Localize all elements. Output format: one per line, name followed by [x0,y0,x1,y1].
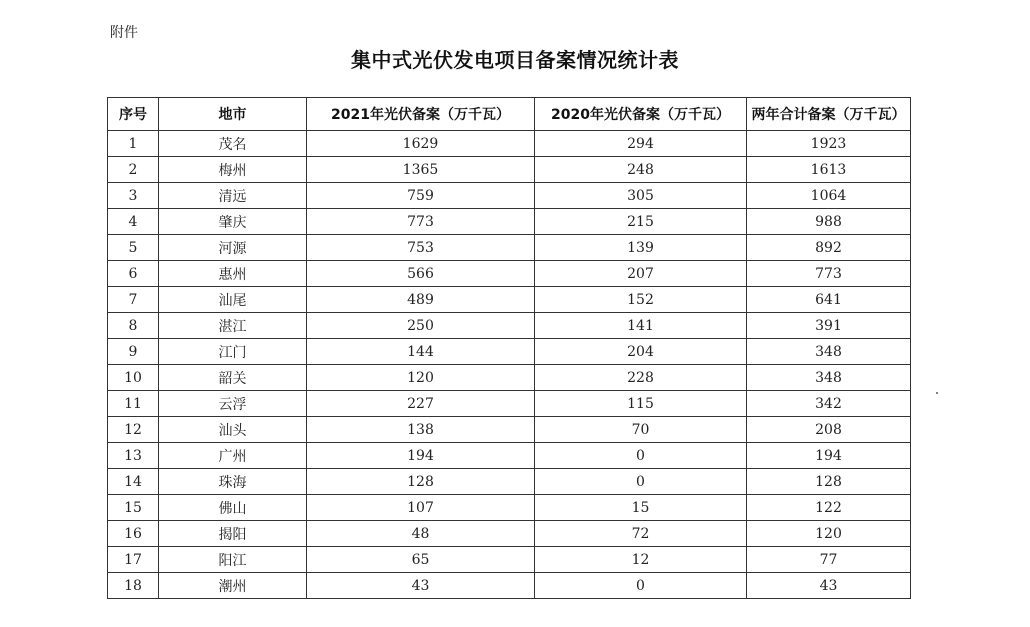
cell-total: 348 [747,339,911,365]
table-row [108,287,911,313]
cell-city: 江门 [159,339,307,365]
cell-2021: 138 [307,417,535,443]
table-row [108,573,911,599]
cell-city: 珠海 [159,469,307,495]
cell-2021: 1629 [307,131,535,157]
cell-total: 342 [747,391,911,417]
cell-2021: 1365 [307,157,535,183]
cell-2020: 12 [535,547,747,573]
header-city: 地市 [159,98,307,131]
header-2020: 2020年光伏备案（万千瓦） [535,98,747,131]
table-row [108,391,911,417]
cell-total: 1613 [747,157,911,183]
cell-2020: 70 [535,417,747,443]
cell-2020: 15 [535,495,747,521]
cell-total: 1923 [747,131,911,157]
cell-seq: 16 [108,521,159,547]
cell-2020: 0 [535,443,747,469]
cell-total: 194 [747,443,911,469]
cell-2020: 305 [535,183,747,209]
cell-total: 120 [747,521,911,547]
cell-city: 肇庆 [159,209,307,235]
cell-2021: 48 [307,521,535,547]
cell-2021: 65 [307,547,535,573]
attachment-label: 附件 [110,25,138,41]
cell-city: 汕尾 [159,287,307,313]
cell-city: 茂名 [159,131,307,157]
cell-seq: 3 [108,183,159,209]
cell-2020: 152 [535,287,747,313]
cell-2020: 294 [535,131,747,157]
table-row [108,313,911,339]
cell-seq: 9 [108,339,159,365]
table-body [108,131,911,599]
cell-city: 广州 [159,443,307,469]
cell-city: 梅州 [159,157,307,183]
cell-2021: 128 [307,469,535,495]
table-row [108,365,911,391]
cell-2021: 759 [307,183,535,209]
table-row [108,131,911,157]
cell-city: 韶关 [159,365,307,391]
cell-city: 揭阳 [159,521,307,547]
cell-total: 641 [747,287,911,313]
cell-2021: 194 [307,443,535,469]
table-row [108,157,911,183]
cell-2020: 0 [535,573,747,599]
cell-2020: 228 [535,365,747,391]
cell-2020: 141 [535,313,747,339]
cell-seq: 5 [108,235,159,261]
cell-total: 773 [747,261,911,287]
cell-2020: 115 [535,391,747,417]
cell-total: 892 [747,235,911,261]
cell-total: 208 [747,417,911,443]
cell-total: 1064 [747,183,911,209]
cell-seq: 11 [108,391,159,417]
statistics-table [107,97,911,599]
table-row [108,521,911,547]
cell-2021: 489 [307,287,535,313]
cell-2021: 144 [307,339,535,365]
cell-2020: 207 [535,261,747,287]
cell-2021: 120 [307,365,535,391]
cell-2021: 227 [307,391,535,417]
cell-2020: 0 [535,469,747,495]
cell-seq: 15 [108,495,159,521]
cell-2020: 248 [535,157,747,183]
cell-city: 惠州 [159,261,307,287]
cell-seq: 14 [108,469,159,495]
cell-seq: 6 [108,261,159,287]
cell-2021: 566 [307,261,535,287]
cell-total: 43 [747,573,911,599]
cell-total: 391 [747,313,911,339]
cell-seq: 13 [108,443,159,469]
cell-total: 988 [747,209,911,235]
cell-2020: 204 [535,339,747,365]
document-title: 集中式光伏发电项目备案情况统计表 [351,48,679,72]
cell-2021: 107 [307,495,535,521]
cell-2020: 72 [535,521,747,547]
cell-seq: 2 [108,157,159,183]
table-row [108,209,911,235]
cell-seq: 12 [108,417,159,443]
cell-seq: 17 [108,547,159,573]
cell-seq: 7 [108,287,159,313]
cell-city: 河源 [159,235,307,261]
cell-total: 348 [747,365,911,391]
table-row [108,261,911,287]
table-row [108,495,911,521]
scan-speck [936,392,938,394]
cell-2021: 250 [307,313,535,339]
cell-total: 122 [747,495,911,521]
table-row [108,443,911,469]
cell-total: 128 [747,469,911,495]
header-seq: 序号 [108,98,159,131]
cell-city: 清远 [159,183,307,209]
cell-seq: 10 [108,365,159,391]
table-row [108,547,911,573]
cell-city: 湛江 [159,313,307,339]
cell-city: 云浮 [159,391,307,417]
table-row [108,417,911,443]
cell-seq: 8 [108,313,159,339]
table-header-row [108,98,911,131]
cell-2021: 753 [307,235,535,261]
cell-seq: 18 [108,573,159,599]
cell-city: 潮州 [159,573,307,599]
header-total: 两年合计备案（万千瓦） [747,98,911,131]
cell-total: 77 [747,547,911,573]
cell-city: 阳江 [159,547,307,573]
cell-city: 汕头 [159,417,307,443]
cell-2020: 215 [535,209,747,235]
table-row [108,235,911,261]
cell-2020: 139 [535,235,747,261]
cell-2021: 43 [307,573,535,599]
table-row [108,183,911,209]
cell-seq: 4 [108,209,159,235]
cell-seq: 1 [108,131,159,157]
cell-city: 佛山 [159,495,307,521]
cell-2021: 773 [307,209,535,235]
header-2021: 2021年光伏备案（万千瓦） [307,98,535,131]
table-row [108,469,911,495]
table-row [108,339,911,365]
